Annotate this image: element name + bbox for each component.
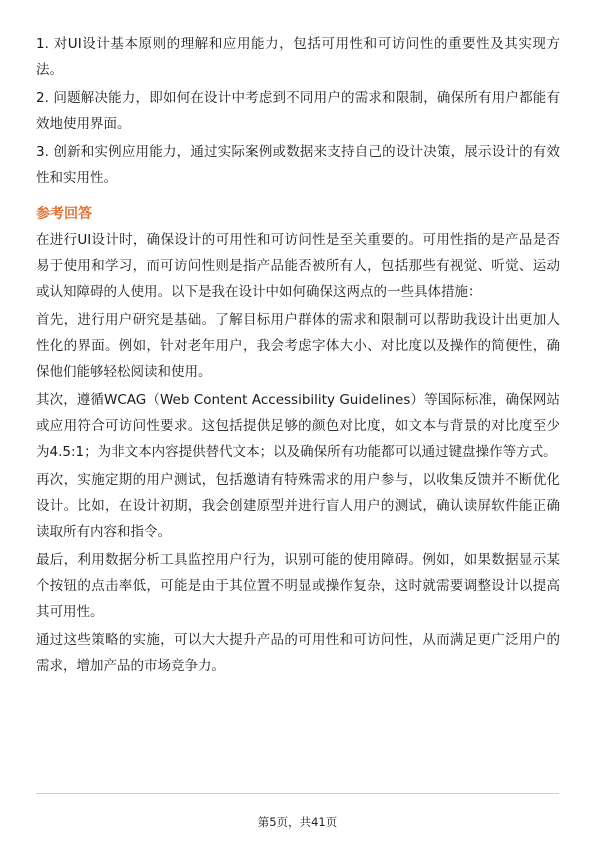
document-body xyxy=(36,31,560,681)
criteria-item-3: 3. 创新和实例应用能力，通过实际案例或数据来支持自己的设计决策，展示设计的有效性和实用性。 xyxy=(36,144,560,186)
answer-paragraph-last: 最后，利用数据分析工具监控用户行为，识别可能的使用障碍。例如，如果数据显示某个按钮的点击率低，可能是由于其位置不明显或操作复杂，这时就需要调整设计以提高其可用性。 xyxy=(36,552,560,620)
page-number: 第5页，共41页 xyxy=(257,815,338,829)
answer-paragraph-third: 再次，实施定期的用户测试，包括邀请有特殊需求的用户参与，以收集反馈并不断优化设计。比如，在设计初期，我会创建原型并进行盲人用户的测试，确认读屏软件能正确读取所有内容和指令。 xyxy=(36,472,560,540)
reference-answer-heading: 参考回答 xyxy=(36,206,92,222)
answer-paragraph-conclusion: 通过这些策略的实施，可以大大提升产品的可用性和可访问性，从而满足更广泛用户的需求，增加产品的市场竞争力。 xyxy=(36,632,560,674)
answer-paragraph-second: 其次，遵循WCAG（Web Content Accessibility Guidelines）等国际标准，确保网站或应用符合可访问性要求。这包括提供足够的颜色对比度，如文本与背景的对比度至少为4.5:1；为非文本内容提供替代文本；以及确保所有功能都可以通过键盘操作等方式。 xyxy=(36,392,560,460)
footer-divider xyxy=(36,793,559,794)
answer-paragraph-intro: 在进行UI设计时，确保设计的可用性和可访问性是至关重要的。可用性指的是产品是否易于使用和学习，而可访问性则是指产品能否被所有人，包括那些有视觉、听觉、运动或认知障碍的人使用。以下是我在设计中如何确保这两点的一些具体措施： xyxy=(36,232,560,300)
answer-paragraph-first: 首先，进行用户研究是基础。了解目标用户群体的需求和限制可以帮助我设计出更加人性化的界面。例如，针对老年用户，我会考虑字体大小、对比度以及操作的简便性，确保他们能够轻松阅读和使用。 xyxy=(36,312,560,380)
criteria-item-2: 2. 问题解决能力，即如何在设计中考虑到不同用户的需求和限制，确保所有用户都能有效地使用界面。 xyxy=(36,90,560,132)
criteria-item-1: 1. 对UI设计基本原则的理解和应用能力，包括可用性和可访问性的重要性及其实现方法。 xyxy=(36,36,560,78)
